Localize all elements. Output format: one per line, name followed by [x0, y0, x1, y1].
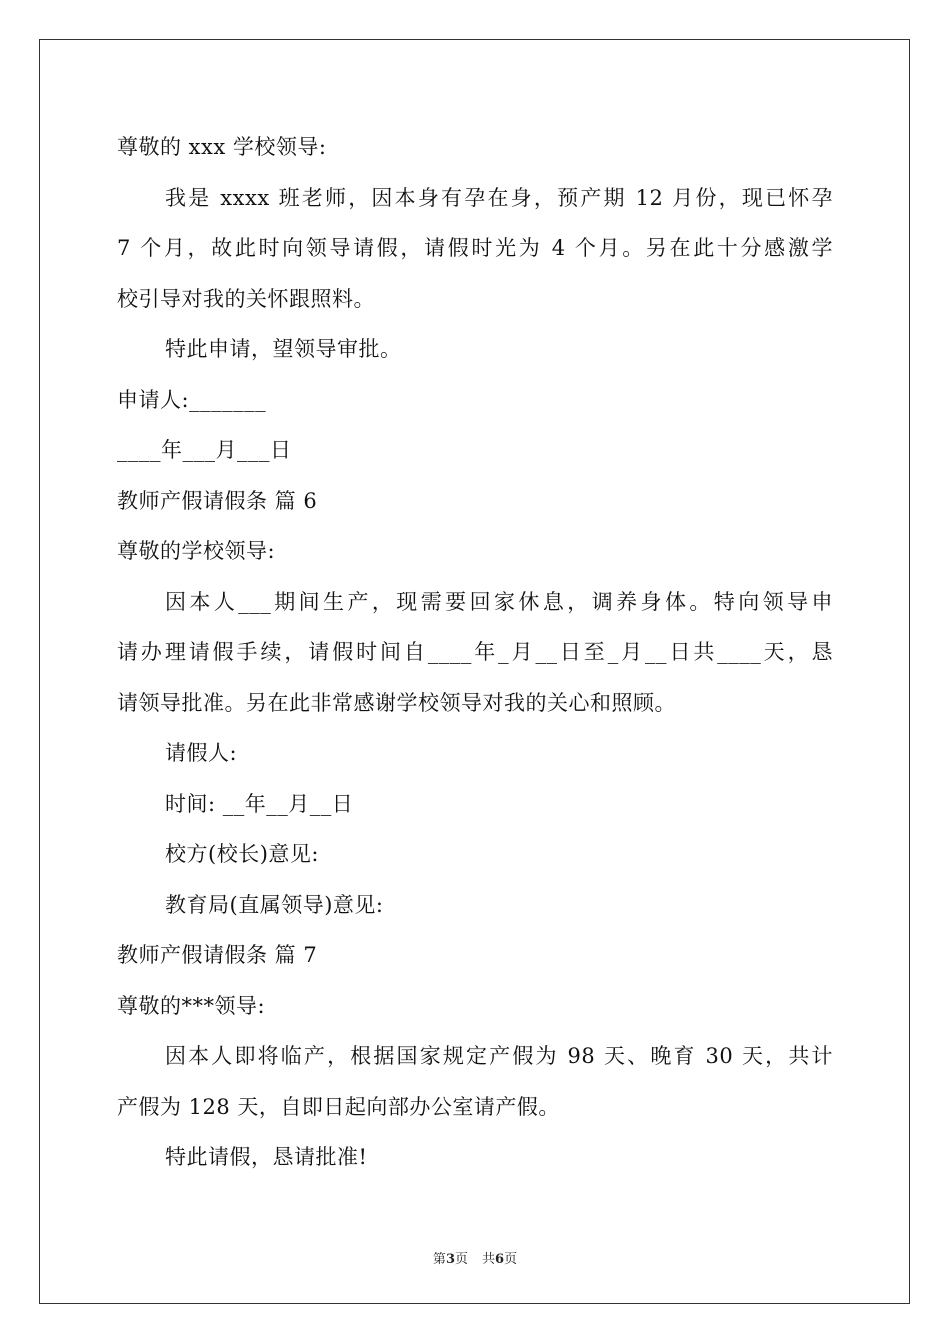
date-line: 时间: __年__月__日 — [165, 791, 354, 816]
footer-total-suffix: 页 — [504, 1252, 518, 1267]
paragraph-line: 请领导批准。另在此非常感谢学校领导对我的关心和照顾。 — [117, 690, 676, 715]
document-body — [117, 122, 833, 1183]
paragraph-line: 请办理请假手续，请假时间自____年_月__日至_月__日共____天，恳 — [117, 640, 833, 664]
footer-page-prefix: 第 — [432, 1252, 446, 1267]
salutation-line: 尊敬的学校领导: — [117, 539, 276, 563]
paragraph-line: 我是 xxxx 班老师，因本身有孕在身，预产期 12 月份，现已怀孕 — [165, 185, 833, 210]
paragraph-line: 7 个月，故此时向领导请假，请假时光为 4 个月。另在此十分感激学 — [117, 236, 833, 260]
salutation-line: 尊敬的 xxx 学校领导: — [117, 135, 327, 159]
date-line: ____年___月___日 — [117, 438, 292, 462]
closing-line: 特此请假，恳请批准! — [165, 1145, 368, 1169]
paragraph-line: 校引导对我的关怀跟照料。 — [117, 286, 375, 311]
footer-total-prefix: 共 — [482, 1252, 496, 1267]
signature-line: 请假人: — [165, 741, 238, 765]
signature-line: 申请人:_______ — [117, 387, 267, 412]
opinion-line: 教育局(直属领导)意见: — [165, 892, 384, 917]
page-footer — [0, 1248, 950, 1267]
footer-total-number: 6 — [495, 1252, 505, 1267]
salutation-line: 尊敬的***领导: — [117, 993, 266, 1018]
paragraph-line: 因本人___期间生产，现需要回家休息，调养身体。特向领导申 — [165, 589, 833, 614]
paragraph-line: 因本人即将临产，根据国家规定产假为 98 天、晚育 30 天，共计 — [165, 1044, 833, 1068]
paragraph-line: 特此申请，望领导审批。 — [165, 337, 402, 361]
paragraph-line: 产假为 128 天，自即日起向部办公室请产假。 — [117, 1094, 560, 1119]
footer-page-suffix: 页 — [454, 1252, 468, 1267]
footer-page-number: 3 — [445, 1252, 455, 1267]
section-heading: 教师产假请假条 篇 6 — [117, 488, 318, 513]
opinion-line: 校方(校长)意见: — [165, 842, 319, 866]
section-heading: 教师产假请假条 篇 7 — [117, 943, 318, 967]
